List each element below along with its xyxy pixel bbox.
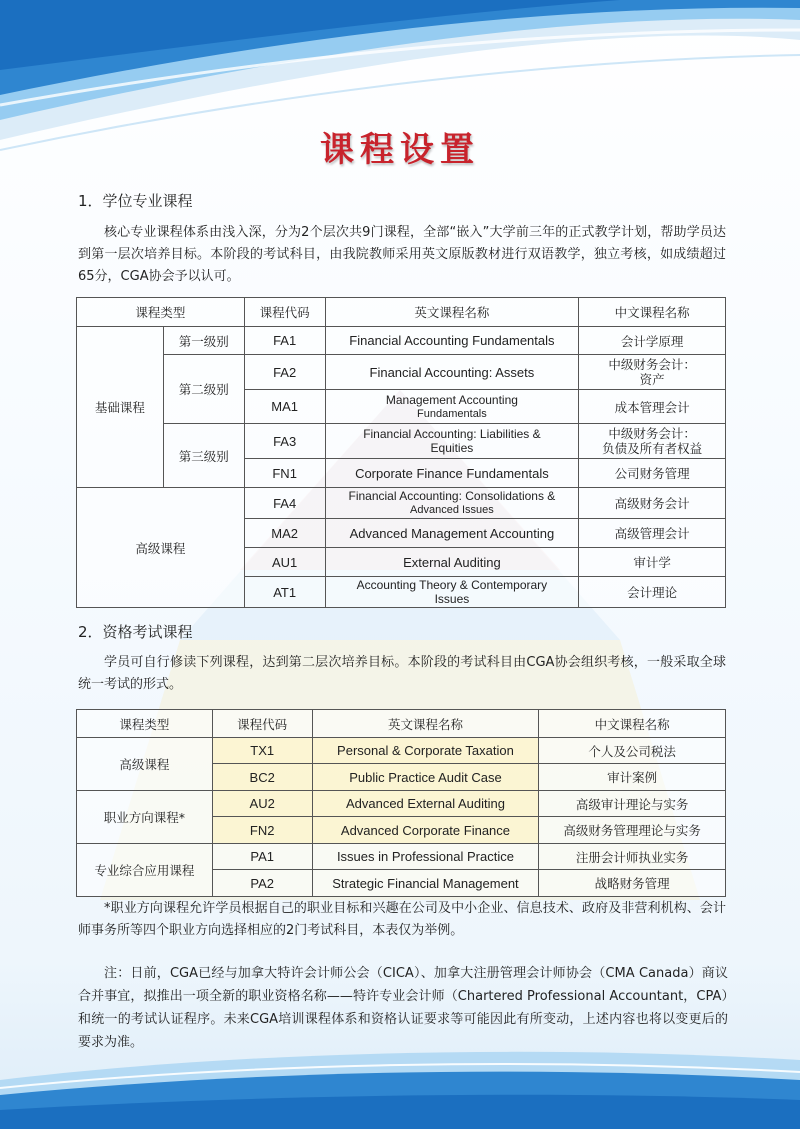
- course-chinese-name: 高级财务会计: [579, 488, 726, 519]
- course-english-name: Public Practice Audit Case: [312, 764, 539, 791]
- course-english-name: Strategic Financial Management: [312, 870, 539, 897]
- course-chinese-name: [579, 424, 726, 459]
- degree-course-table: [76, 297, 726, 608]
- course-english-name: Issues in Professional Practice: [312, 844, 539, 870]
- level-1: 第一级别: [163, 327, 244, 355]
- course-chinese-name: 高级管理会计: [579, 519, 726, 548]
- header-course-type: 课程类型: [77, 710, 213, 738]
- group-integrated: 专业综合应用课程: [77, 844, 213, 897]
- course-code: AT1: [244, 577, 325, 608]
- course-chinese-name-line1: 中级财务会计：: [608, 426, 696, 441]
- course-chinese-name: 会计理论: [579, 577, 726, 608]
- table-row: [77, 738, 726, 764]
- course-english-name: Financial Accounting Fundamentals: [325, 327, 579, 355]
- group-advanced: 高级课程: [77, 738, 213, 791]
- header-english-name: 英文课程名称: [325, 298, 579, 327]
- page-title: 课程设置: [320, 130, 480, 170]
- course-chinese-name: 战略财务管理: [539, 870, 726, 897]
- course-english-name-line1: Management Accounting: [385, 392, 518, 407]
- course-english-name: [325, 488, 579, 519]
- course-chinese-name: 高级财务管理理论与实务: [539, 817, 726, 844]
- course-english-name: Corporate Finance Fundamentals: [325, 459, 579, 488]
- course-code: AU1: [244, 548, 325, 577]
- section2-heading: 2．资格考试课程: [78, 623, 193, 641]
- group-career: 职业方向课程*: [77, 791, 213, 844]
- course-code: FN2: [212, 817, 312, 844]
- group-advanced: 高级课程: [77, 488, 245, 608]
- course-chinese-name-line2: 负债及所有者权益: [602, 441, 703, 456]
- course-chinese-name: [579, 355, 726, 390]
- course-code: MA1: [244, 390, 325, 424]
- course-code: FN1: [244, 459, 325, 488]
- course-code: FA4: [244, 488, 325, 519]
- course-english-name-line1: Accounting Theory & Contemporary: [356, 578, 548, 592]
- course-english-name: External Auditing: [325, 548, 579, 577]
- header-course-code: 课程代码: [212, 710, 312, 738]
- course-chinese-name: 个人及公司税法: [539, 738, 726, 764]
- course-chinese-name: 审计案例: [539, 764, 726, 791]
- course-code: BC2: [212, 764, 312, 791]
- table-row: [77, 488, 726, 519]
- table-row: [77, 791, 726, 817]
- section2-paragraph: 学员可自行修读下列课程，达到第二层次培养目标。本阶段的考试科目由CGA协会组织考核，一般采取全球统一考试的形式。: [78, 655, 726, 692]
- course-english-name: [325, 577, 579, 608]
- merger-note: 注：日前，CGA已经与加拿大特许会计师公会（CICA）、加拿大注册管理会计师协会（CMA Canada）商议合并事宜，拟推出一项全新的职业资格名称——特许专业会计师（Chartered Professional Accountant，CPA）和统一的考试认证程序。未来CGA培训课程体系和资格认证要求等可能因此有所变动，上述内容也将以变更后的要求为准。: [78, 966, 728, 1050]
- course-chinese-name: 成本管理会计: [579, 390, 726, 424]
- course-english-name-line2: Advanced Issues: [410, 504, 494, 516]
- course-chinese-name: 高级审计理论与实务: [539, 791, 726, 817]
- course-code: FA2: [244, 355, 325, 390]
- course-english-name-line2: Issues: [434, 592, 470, 606]
- level-2: 第二级别: [163, 355, 244, 424]
- course-english-name-line1: Financial Accounting: Consolidations &: [348, 489, 556, 503]
- table-row: [77, 327, 726, 355]
- header-course-code: 课程代码: [244, 298, 325, 327]
- group-basic: 基础课程: [77, 327, 164, 488]
- header-english-name: 英文课程名称: [312, 710, 539, 738]
- course-english-name-line1: Financial Accounting: Liabilities &: [363, 427, 541, 441]
- course-english-name-line2: Fundamentals: [417, 407, 487, 420]
- header-course-type: 课程类型: [77, 298, 245, 327]
- header-chinese-name: 中文课程名称: [539, 710, 726, 738]
- course-chinese-name: 会计学原理: [579, 327, 726, 355]
- course-english-name: Advanced Management Accounting: [325, 519, 579, 548]
- course-english-name: Advanced External Auditing: [312, 791, 539, 817]
- course-english-name-line2: Equities: [430, 441, 474, 455]
- course-chinese-name: 审计学: [579, 548, 726, 577]
- course-code: PA1: [212, 844, 312, 870]
- header-chinese-name: 中文课程名称: [579, 298, 726, 327]
- course-code: TX1: [212, 738, 312, 764]
- section1-heading: 1．学位专业课程: [78, 192, 193, 210]
- table-row: [77, 424, 726, 459]
- table-row: [77, 844, 726, 870]
- course-english-name: Advanced Corporate Finance: [312, 817, 539, 844]
- course-code: MA2: [244, 519, 325, 548]
- section1-paragraph: 核心专业课程体系由浅入深，分为2个层次共9门课程，全部“嵌入”大学前三年的正式教学计划，帮助学员达到第一层次培养目标。本阶段的考试科目，由我院教师采用英文原版教材进行双语教学，独立考核，如成绩超过65分，CGA协会予以认可。: [78, 225, 726, 284]
- course-chinese-name: 公司财务管理: [579, 459, 726, 488]
- course-code: PA2: [212, 870, 312, 897]
- course-english-name: [325, 424, 579, 459]
- course-code: AU2: [212, 791, 312, 817]
- level-3: 第三级别: [163, 424, 244, 488]
- course-chinese-name: 注册会计师执业实务: [539, 844, 726, 870]
- course-code: FA3: [244, 424, 325, 459]
- qualification-course-table: [76, 709, 726, 897]
- table-row: [77, 355, 726, 390]
- course-chinese-name-line1: 中级财务会计：: [608, 357, 696, 372]
- course-code: FA1: [244, 327, 325, 355]
- course-english-name: Financial Accounting: Assets: [325, 355, 579, 390]
- course-english-name: [325, 390, 579, 424]
- course-english-name: Personal & Corporate Taxation: [312, 738, 539, 764]
- section2-footnote: *职业方向课程允许学员根据自己的职业目标和兴趣在公司及中小企业、信息技术、政府及非营利机构、会计师事务所等四个职业方向选择相应的2门考试科目，本表仅为举例。: [78, 901, 726, 938]
- course-chinese-name-line2: 资产: [639, 372, 665, 387]
